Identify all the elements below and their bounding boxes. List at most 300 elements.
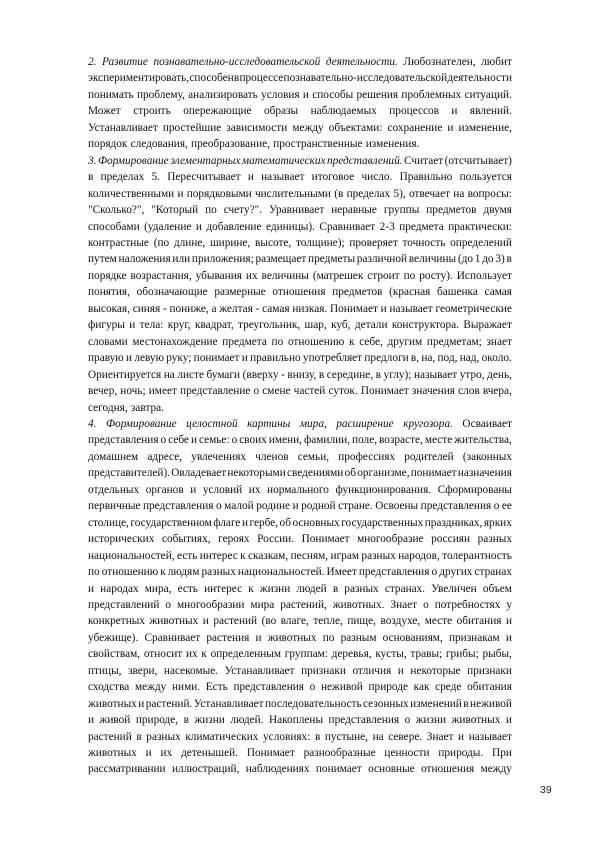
word: мира	[250, 598, 275, 611]
word: углу);	[383, 368, 412, 381]
word: Осваивает	[462, 417, 512, 430]
word: назначения	[457, 467, 512, 480]
word: играм	[330, 549, 360, 562]
word: Пересчитывает	[167, 171, 241, 184]
word: ситуаций.	[464, 88, 512, 101]
word: представления	[328, 714, 400, 727]
word: пище,	[347, 615, 376, 628]
word: организме,	[357, 467, 410, 480]
word: и	[129, 319, 136, 332]
text-line	[88, 186, 512, 202]
word: родине	[256, 500, 291, 513]
word: процессов	[389, 105, 439, 118]
word: мира,	[144, 582, 172, 595]
word: детали	[354, 319, 388, 332]
word: внизу,	[287, 368, 317, 381]
word: порядке	[88, 269, 127, 282]
word: по	[271, 335, 284, 348]
word: сезонных	[363, 697, 409, 710]
word: Понимает	[246, 747, 295, 760]
word: в	[318, 368, 325, 381]
word: национальностей.	[237, 566, 325, 579]
word: представления	[420, 500, 492, 513]
word: простейшие	[162, 121, 222, 134]
word: о	[493, 500, 500, 513]
word: середине,	[326, 368, 374, 381]
word: -	[281, 368, 285, 381]
word: число.	[361, 171, 393, 184]
word: Знает	[426, 730, 454, 743]
word: изменений	[410, 697, 462, 710]
word: Имеет	[326, 566, 357, 579]
text-line	[88, 581, 512, 597]
text-line	[88, 400, 512, 416]
word: добавление	[206, 220, 262, 233]
word: возрастания,	[130, 269, 192, 282]
word: день,	[487, 368, 512, 381]
word: растений	[88, 730, 132, 743]
word: и	[397, 664, 404, 677]
word: насекомые.	[163, 664, 219, 677]
text-line	[88, 235, 512, 251]
word: наблюдаемых	[310, 105, 377, 118]
word: (в	[334, 187, 344, 200]
word: самая	[262, 302, 290, 315]
word: понимать	[88, 88, 134, 101]
text-line	[88, 482, 512, 498]
word: представления	[358, 566, 430, 579]
word: треугольник,	[238, 319, 301, 332]
text-line	[88, 367, 512, 383]
text-line	[88, 416, 512, 432]
section-heading-word: картины	[247, 417, 291, 430]
word: профессиях	[338, 450, 396, 463]
word: жизни	[259, 582, 291, 595]
text-line	[88, 70, 512, 86]
word: их	[248, 483, 261, 496]
text-line	[88, 449, 512, 465]
word: органов	[145, 483, 184, 496]
word: процессе	[239, 72, 284, 85]
word: имени,	[268, 434, 302, 447]
word: в	[463, 697, 469, 710]
word: обитания	[456, 615, 502, 628]
word: россиян	[431, 533, 470, 546]
word: двумя	[483, 204, 512, 217]
word: контрастные	[88, 236, 149, 249]
word: проверяет	[349, 236, 398, 249]
word: исторических	[88, 533, 155, 546]
word: Есть	[205, 681, 228, 694]
word: ее	[501, 500, 512, 513]
word: себе	[168, 434, 189, 447]
section-heading-word: Развитие	[102, 56, 148, 68]
word: о	[404, 714, 411, 727]
word: образы	[264, 105, 299, 118]
word: отношению	[101, 566, 159, 579]
word: и	[190, 483, 197, 496]
word: в	[332, 582, 339, 595]
word: к	[240, 549, 246, 562]
word: природе	[368, 681, 408, 694]
word: над,	[459, 352, 480, 365]
text-line	[88, 432, 512, 448]
word: по	[205, 204, 217, 217]
word: основных	[292, 516, 340, 529]
text-line	[88, 745, 512, 761]
word: обозначающие	[136, 286, 208, 299]
word: живой	[99, 714, 131, 727]
text-line	[88, 317, 512, 333]
word: и	[145, 747, 152, 760]
word: башенка	[437, 286, 478, 299]
word: народов,	[398, 549, 440, 562]
word: высоте,	[255, 236, 292, 249]
word: и	[126, 352, 133, 365]
word: -	[162, 302, 167, 315]
word: месте	[424, 434, 453, 447]
section-heading-word: целостной	[186, 417, 238, 430]
word: поле,	[352, 434, 378, 447]
word: природе,	[135, 714, 179, 727]
word: объектами:	[328, 121, 383, 134]
word: государственном	[130, 516, 212, 529]
word: 5.	[151, 171, 160, 184]
word: предметам;	[426, 335, 482, 348]
word: понимает	[193, 352, 240, 365]
word: севере.	[388, 730, 423, 743]
word: разных	[146, 730, 181, 743]
word: Выражает	[463, 319, 512, 332]
word: преобразование,	[191, 138, 270, 151]
word: по	[403, 269, 416, 282]
word: и	[380, 302, 387, 315]
word: сегодня,	[88, 401, 128, 414]
word: При	[492, 747, 512, 760]
word: условиях:	[263, 730, 311, 743]
word: Понимает	[301, 533, 350, 546]
word: есть	[176, 549, 198, 562]
word: количественными	[88, 187, 175, 200]
word: растений.	[145, 697, 193, 710]
word: странах	[474, 566, 512, 579]
word: Устанавливает	[224, 664, 295, 677]
text-line	[88, 613, 512, 629]
section-heading-word: представлений.	[327, 154, 403, 167]
word: между	[134, 681, 167, 694]
word: на,	[421, 352, 436, 365]
section-heading-word: Формирование	[105, 417, 177, 430]
word: многообразие	[357, 533, 424, 546]
word: интерес	[199, 549, 238, 562]
word: о	[253, 385, 260, 398]
word: квадрат,	[194, 319, 234, 332]
word: отношения	[272, 286, 326, 299]
word: убежище).	[88, 631, 139, 644]
word: к	[160, 566, 166, 579]
word: частей	[293, 385, 326, 398]
word: травы;	[410, 648, 443, 661]
word: Накоплены	[268, 714, 324, 727]
word: пониже,	[169, 302, 209, 315]
word: называет	[413, 368, 458, 381]
word: и	[195, 220, 202, 233]
word: или	[172, 253, 191, 266]
word: последовательность	[264, 697, 362, 710]
word: (вверху	[242, 368, 279, 381]
word: жизни	[415, 714, 447, 727]
word: толщине);	[295, 236, 345, 249]
word: нормального	[267, 483, 329, 496]
word: интерес	[204, 582, 243, 595]
word: и	[447, 121, 454, 134]
word: употребляет	[302, 352, 363, 365]
word: высокая,	[88, 302, 130, 315]
word: числительными	[254, 187, 331, 200]
word: национальностей,	[88, 549, 175, 562]
word: правую	[88, 352, 124, 365]
word: определенным	[210, 648, 282, 661]
word: местонахождение	[132, 335, 218, 348]
word: влаге,	[280, 615, 309, 628]
word: стране.	[338, 500, 373, 513]
word: птицы,	[88, 664, 122, 677]
word: величины	[408, 253, 457, 266]
word: суток.	[328, 385, 358, 398]
text-line	[88, 301, 512, 317]
word: Знает	[390, 598, 418, 611]
word: ценности	[384, 747, 430, 760]
word: следования,	[130, 138, 188, 151]
word: фигуры	[88, 319, 125, 332]
word: домашнем	[88, 450, 139, 463]
word: относит	[143, 648, 183, 661]
section-heading-word: 4.	[88, 417, 97, 430]
word: убывания	[195, 269, 242, 282]
word: на	[453, 187, 465, 200]
word: на	[372, 730, 384, 743]
word: и	[302, 88, 309, 101]
word: растений	[213, 615, 258, 628]
text-line	[88, 54, 512, 70]
word: и	[505, 714, 512, 727]
word: жительства,	[454, 434, 512, 447]
word: Любознателен,	[403, 56, 476, 68]
word: практически:	[448, 220, 512, 233]
word: порядок	[88, 138, 128, 151]
word: отдельных	[88, 483, 140, 496]
word: в,	[410, 352, 420, 365]
word: предметов	[332, 286, 383, 299]
word: группы	[383, 204, 420, 217]
word: возрасте,	[379, 434, 423, 447]
word: бумаги	[206, 368, 241, 381]
word: себе,	[359, 335, 383, 348]
word: 1	[474, 253, 481, 266]
word: адресе,	[147, 450, 183, 463]
word: и	[247, 171, 254, 184]
text-line	[88, 597, 512, 613]
word: функционирования.	[335, 483, 432, 496]
word: Устанавливает	[88, 121, 158, 134]
word: понятия,	[88, 286, 130, 299]
word: разных	[201, 566, 236, 579]
word: руку;	[166, 352, 192, 365]
word: как	[413, 681, 430, 694]
word: растения	[206, 631, 250, 644]
word: рассматривании	[88, 763, 166, 776]
word: песням,	[290, 549, 329, 562]
word: в	[136, 730, 142, 743]
word: по	[322, 631, 335, 644]
word: Понимает	[329, 302, 378, 315]
text-line	[88, 498, 512, 514]
word: представлений	[88, 598, 160, 611]
word: Считает	[404, 154, 444, 167]
text-line	[88, 465, 512, 481]
word: а	[211, 302, 217, 315]
word: разных	[477, 533, 512, 546]
word: и	[190, 434, 197, 447]
word: группам:	[284, 648, 328, 661]
word: Устанавливает	[193, 697, 264, 710]
word: -	[255, 302, 260, 315]
word: растений,	[280, 598, 327, 611]
text-line	[88, 251, 512, 267]
word: деятельности	[447, 72, 512, 85]
text-line	[88, 696, 512, 712]
word: тела:	[139, 319, 164, 332]
word: и	[88, 582, 95, 595]
word: итоговое	[311, 171, 355, 184]
word: представления	[88, 434, 159, 447]
word: предметы	[308, 253, 356, 266]
word: о	[216, 500, 222, 513]
word: событиях,	[161, 533, 211, 546]
word: в	[88, 171, 94, 184]
word: пустыне,	[324, 730, 368, 743]
word: 3)	[495, 253, 505, 266]
word: способы	[312, 88, 354, 101]
word: "Сколько?",	[88, 204, 145, 217]
word: приложения;	[191, 253, 254, 266]
section-heading-word: математических	[241, 154, 326, 167]
word: слов	[458, 385, 480, 398]
word: зависимости	[226, 121, 288, 134]
word: гербе,	[249, 516, 279, 529]
word: в	[314, 730, 321, 743]
word: жизни	[194, 714, 225, 727]
word: пользуется	[459, 171, 512, 184]
word: сведениями	[286, 467, 344, 480]
word: путем	[88, 253, 117, 266]
word: людей	[296, 582, 327, 595]
word: понимает	[410, 467, 457, 480]
word: проблему,	[136, 88, 185, 101]
word: и	[505, 631, 512, 644]
word: (во	[261, 615, 277, 628]
word: к	[349, 335, 355, 348]
word: росту).	[419, 269, 453, 282]
text-line	[88, 268, 512, 284]
word: решения	[356, 88, 399, 101]
word: "Который	[151, 204, 199, 217]
word: предмета	[399, 220, 444, 233]
word: утро,	[459, 368, 485, 381]
word: (законных	[462, 450, 512, 463]
word: основные	[368, 763, 415, 776]
word: деревья,	[331, 648, 372, 661]
word: до	[482, 253, 494, 266]
text-line	[88, 679, 512, 695]
word: месте	[424, 615, 453, 628]
word: предлоги	[364, 352, 409, 365]
word: понимает	[315, 763, 362, 776]
word: кусты,	[375, 648, 407, 661]
word: пространственные	[273, 138, 363, 151]
word: (отсчитывает)	[444, 154, 512, 167]
word: шар,	[304, 319, 327, 332]
word: 2-3	[379, 220, 395, 233]
word: на	[163, 368, 175, 381]
word: знает	[486, 335, 512, 348]
word: семьи,	[297, 450, 330, 463]
word: и	[241, 516, 248, 529]
word: и	[505, 615, 512, 628]
word: звери,	[128, 664, 158, 677]
word: грибы;	[445, 648, 479, 661]
word: о	[423, 598, 429, 611]
word: сказкам,	[248, 549, 289, 562]
word: куб,	[331, 319, 351, 332]
word: представление	[180, 385, 251, 398]
word: и	[255, 631, 262, 644]
word: Ориентируется	[88, 368, 162, 381]
word: Может	[88, 105, 121, 118]
word: признаки	[301, 664, 346, 677]
word: о	[165, 598, 172, 611]
word: имеет	[148, 385, 177, 398]
word: признаки	[467, 664, 512, 677]
word: животных	[149, 615, 199, 628]
text-line	[88, 548, 512, 564]
word: ширине,	[209, 236, 251, 249]
word: предметов	[426, 204, 477, 217]
text-line	[88, 729, 512, 745]
word: опережающие	[183, 105, 252, 118]
text-line	[88, 219, 512, 235]
word: об	[344, 467, 356, 480]
word: конструктора.	[391, 319, 459, 332]
word: (красная	[389, 286, 431, 299]
word: условия	[261, 88, 300, 101]
word: правильно	[250, 352, 301, 365]
word: вечер,	[88, 385, 118, 398]
word: животных.	[332, 598, 385, 611]
word: рыбы,	[482, 648, 512, 661]
word: увлечениях	[191, 450, 247, 463]
word: неравные	[331, 204, 377, 217]
word: Освоены	[375, 500, 419, 513]
word: круг,	[167, 319, 191, 332]
word: есть	[177, 582, 198, 595]
word: и	[292, 500, 299, 513]
section-heading-word: кругозора.	[403, 417, 453, 430]
word: России.	[257, 533, 295, 546]
word: любит	[481, 56, 512, 68]
word: объем	[482, 582, 512, 595]
text-line	[88, 564, 512, 580]
